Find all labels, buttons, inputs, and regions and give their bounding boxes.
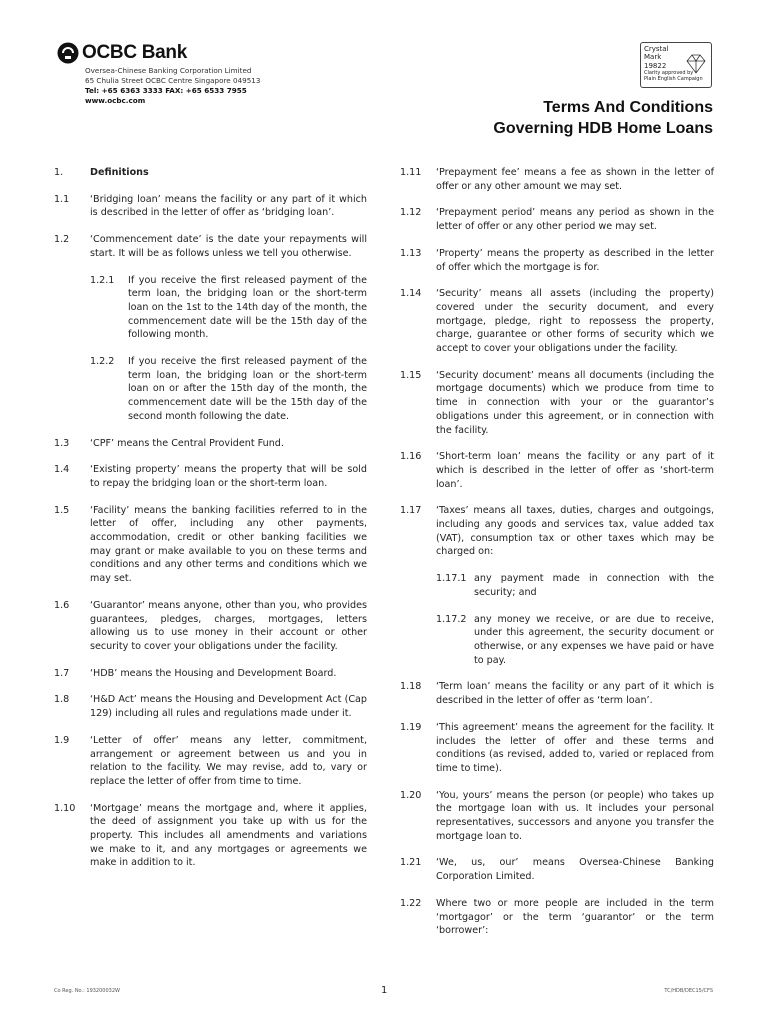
clause-1-7: [54, 667, 367, 681]
clause-1-2-2: [90, 355, 367, 424]
clause-text: ‘Prepayment period’ means any period as shown in the letter of offer or any other period we may set.: [436, 207, 714, 233]
clause-number: 1.21: [400, 857, 422, 869]
clause-text: ‘You, yours’ means the person (or people) who takes up the mortgage loan with us. It includes your personal representatives, successors and anyone you transfer the mortgage loan to.: [436, 789, 714, 842]
clause-text: ‘Existing property’ means the property that will be sold to repay the bridging loan or the short-term loan.: [90, 464, 367, 489]
clause-number: 1.6: [54, 599, 70, 611]
clause-1-10: [54, 802, 367, 871]
clause-number: 1.8: [54, 694, 70, 706]
clause-number: 1.18: [400, 681, 422, 693]
clause-number: 1.5: [54, 504, 70, 516]
clause-1-13: [400, 247, 714, 274]
clause-1-2-1: [90, 274, 367, 343]
clause-1-1: [54, 193, 367, 220]
clause-number: 1.3: [54, 437, 70, 449]
clause-text: any payment made in connection with the security; and: [474, 573, 714, 598]
clause-text: ‘CPF’ means the Central Provident Fund.: [90, 437, 284, 449]
clause-text: ‘Letter of offer’ means any letter, commitment, arrangement or agreement between us and you in relation to the facility. We may revise, add to, vary or replace the letter of offer from time to time.: [90, 734, 367, 787]
crystal-mark-number: 19822: [644, 61, 667, 70]
clause-1-14: [400, 287, 714, 356]
clause-number: 1.17.1: [436, 573, 467, 585]
clause-1-6: [54, 599, 367, 654]
clause-text: any money we receive, or are due to receive, under this agreement, the security document or otherwise, or any expenses we have paid or have to pay.: [474, 613, 714, 666]
section-title: Definitions: [90, 167, 149, 178]
document-code: TC/HDB/DEC15/CFS: [664, 988, 713, 994]
clause-text: ‘Mortgage’ means the mortgage and, where it applies, the deed of assignment you take up with us for the property. This includes all amendments and variations we make to it, and any mortgages or agreements we make in addition to it.: [90, 802, 367, 869]
section-heading: [54, 166, 367, 180]
clause-text: ‘Term loan’ means the facility or any part of it which is described in the letter of offer as ‘term loan’.: [436, 681, 714, 707]
clause-1-15: [400, 369, 714, 438]
clause-1-5: [54, 504, 367, 586]
ocbc-logo-icon: [57, 42, 79, 64]
clause-1-16: [400, 450, 714, 491]
clause-number: 1.4: [54, 464, 70, 476]
clause-1-3: [54, 437, 367, 451]
clause-text: ‘HDB’ means the Housing and Development Board.: [90, 667, 337, 679]
street-address: 65 Chulia Street OCBC Centre Singapore 049513: [85, 76, 261, 85]
clause-number: 1.13: [400, 247, 422, 259]
clause-text: ‘Prepayment fee’ means a fee as shown in the letter of offer or any other amount we may set.: [436, 167, 714, 192]
clause-1-20: [400, 789, 714, 844]
crystal-mark-badge: [640, 42, 712, 88]
clause-number: 1.19: [400, 721, 422, 733]
clause-1-17-1: [436, 572, 714, 599]
clause-number: 1.10: [54, 802, 76, 814]
clause-text: ‘Commencement date’ is the date your repayments will start. It will be as follows unless we tell you otherwise.: [90, 234, 367, 259]
clause-1-17: [400, 504, 714, 559]
clause-number: 1.14: [400, 288, 422, 300]
ocbc-logo: [57, 42, 187, 64]
clause-1-11: [400, 166, 714, 193]
clause-number: 1.9: [54, 734, 70, 746]
clause-number: 1.16: [400, 451, 422, 463]
clause-text: ‘We, us, our’ means Oversea-Chinese Banking Corporation Limited.: [436, 857, 714, 883]
clause-1-4: [54, 463, 367, 490]
clause-number: 1.17: [400, 505, 422, 517]
company-registration: Co Reg. No.: 193200032W: [54, 988, 120, 994]
title-line-2: Governing HDB Home Loans: [493, 120, 713, 137]
clause-1-18: [400, 680, 714, 707]
clause-number: 1.1: [54, 193, 70, 205]
left-column: [54, 166, 367, 883]
clause-text: ‘Short-term loan’ means the facility or any part of it which is described in the letter of offer as ‘short-term loan’.: [436, 451, 714, 490]
clause-1-17-2: [436, 613, 714, 668]
crystal-mark-line: Mark: [644, 53, 662, 62]
clause-text: ‘Security document’ means all documents (including the mortgage documents) which we produce from time to time in connection with your or the guarantor’s obligations under this agreement, or in connection with the facility.: [436, 369, 714, 436]
clause-1-21: [400, 856, 714, 883]
clause-text: ‘Guarantor’ means anyone, other than you, who provides guarantees, pledges, charges, mortgages, letters allowing us to use money in their account or other security to cover your obligations under the facility.: [90, 599, 367, 652]
clause-1-9: [54, 734, 367, 789]
clause-number: 1.15: [400, 369, 422, 381]
clause-number: 1.2.2: [90, 356, 115, 368]
clause-number: 1.12: [400, 207, 422, 219]
contact-numbers: Tel: +65 6363 3333 FAX: +65 6533 7955: [85, 86, 247, 95]
clause-text: ‘Security’ means all assets (including the property) covered under the security document, and every mortgage, pledge, right to repossess the property, charge, guarantee or other forms of security which we accept to cover your obligations under the facility.: [436, 288, 714, 355]
page-number: 1: [381, 985, 388, 996]
logo-text: OCBC Bank: [82, 42, 187, 63]
clause-number: 1.2.1: [90, 274, 115, 286]
clause-text: ‘Bridging loan’ means the facility or any part of it which is described in the letter of offer as ‘bridging loan’.: [90, 193, 367, 219]
clause-text: If you receive the first released payment of the term loan, the bridging loan or the short-term loan on the 1st to the 14th day of the month, the commencement date will be the 15th day of the following month.: [128, 274, 367, 341]
crystal-mark-note: Plain English Campaign: [644, 75, 703, 82]
clause-text: If you receive the first released payment of the term loan, the bridging loan or the short-term loan on or after the 15th day of the month, the commencement date will be the 15th day of the second month following the date.: [128, 356, 367, 422]
clause-1-12: [400, 206, 714, 233]
clause-number: 1.17.2: [436, 613, 467, 625]
clause-text: ‘This agreement’ means the agreement for the facility. It includes the letter of offer and these terms and conditions (as revised, added to, varied or replaced from time to time).: [436, 721, 714, 774]
clause-number: 1.7: [54, 667, 70, 679]
clause-number: 1.11: [400, 167, 422, 178]
clause-text: ‘Property’ means the property as described in the letter of offer which the mortgage is for.: [436, 247, 714, 273]
clause-text: ‘H&D Act’ means the Housing and Development Act (Cap 129) including all rules and regulations made under it.: [90, 694, 367, 720]
title-line-1: Terms And Conditions: [543, 99, 713, 116]
crystal-mark-note: Clarity approved by: [644, 69, 694, 76]
company-name: Oversea-Chinese Banking Corporation Limited: [85, 66, 252, 75]
clause-text: ‘Facility’ means the banking facilities referred to in the letter of offer, including any other payments, accommodation, credit or other banking facilities we may grant or make available to you on these terms and conditions and any other terms and conditions which we may set.: [90, 504, 367, 585]
clause-1-19: [400, 721, 714, 776]
company-address: [85, 66, 260, 106]
clause-text: ‘Taxes’ means all taxes, duties, charges and outgoings, including any goods and services tax, value added tax (VAT), consumption tax or other taxes which may be charged on:: [436, 505, 714, 558]
section-number: 1.: [54, 167, 64, 178]
crystal-icon: [685, 53, 707, 75]
clause-number: 1.22: [400, 897, 422, 909]
right-column: [400, 166, 714, 951]
clause-text: Where two or more people are included in the term ‘mortgagor’ or the term ‘guarantor’ or the term ‘borrower’:: [436, 897, 714, 937]
clause-1-8: [54, 693, 367, 720]
clause-number: 1.2: [54, 234, 70, 246]
crystal-mark-line: Crystal: [644, 45, 669, 53]
clause-number: 1.20: [400, 789, 422, 801]
website-link[interactable]: www.ocbc.com: [85, 96, 146, 105]
clause-1-22: [400, 897, 714, 938]
document-title: [493, 97, 713, 139]
clause-1-2: [54, 233, 367, 260]
